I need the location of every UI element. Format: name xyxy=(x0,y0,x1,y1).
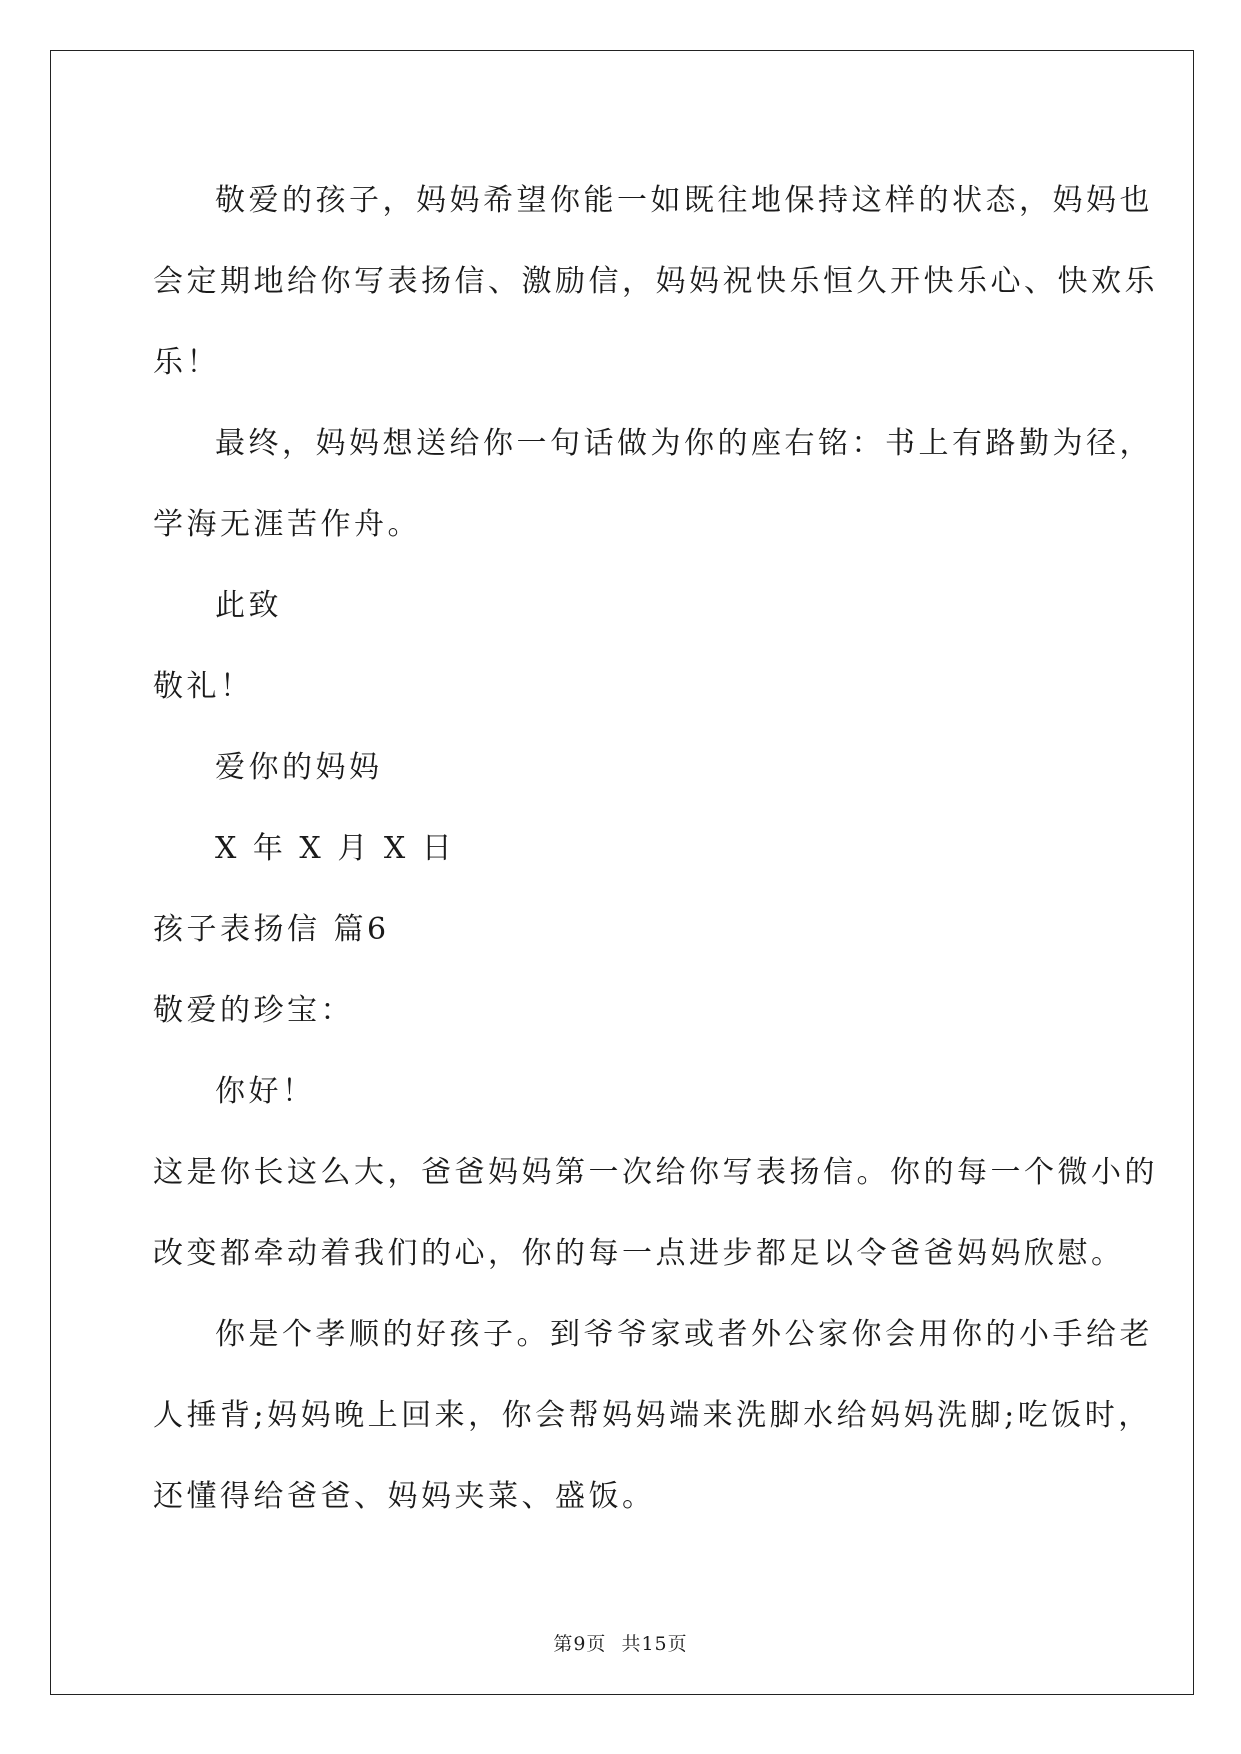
page-total: 共15页 xyxy=(621,1633,688,1655)
text-line: 改变都牵动着我们的心，你的每一点进步都足以令爸爸妈妈欣慰。 xyxy=(153,1236,1125,1271)
text-line: 乐！ xyxy=(153,345,220,380)
text-line: 学海无涯苦作舟。 xyxy=(153,507,421,542)
date-line: X 年 X 月 X 日 xyxy=(215,831,456,866)
text-line: 最终，妈妈想送给你一句话做为你的座右铭：书上有路勤为径， xyxy=(215,426,1153,461)
signature: 爱你的妈妈 xyxy=(215,750,383,785)
page-number: 第9页 xyxy=(553,1633,607,1655)
greeting: 敬爱的珍宝： xyxy=(153,993,354,1028)
text-line: 你是个孝顺的好孩子。到爷爷家或者外公家你会用你的小手给老 xyxy=(215,1317,1153,1352)
text-line: 人捶背;妈妈晚上回来，你会帮妈妈端来洗脚水给妈妈洗脚;吃饭时， xyxy=(153,1398,1152,1433)
text-line: 敬爱的孩子，妈妈希望你能一如既往地保持这样的状态，妈妈也 xyxy=(215,183,1153,218)
closing-respect: 敬礼！ xyxy=(153,669,254,704)
section-heading: 孩子表扬信 篇6 xyxy=(153,912,390,947)
page-footer xyxy=(0,1629,1241,1656)
text-line: 会定期地给你写表扬信、激励信，妈妈祝快乐恒久开快乐心、快欢乐 xyxy=(153,264,1158,299)
text-line: 还懂得给爸爸、妈妈夹菜、盛饭。 xyxy=(153,1479,656,1514)
closing-salutation: 此致 xyxy=(215,588,282,623)
letter-body xyxy=(153,160,1158,1537)
text-line: 这是你长这么大，爸爸妈妈第一次给你写表扬信。你的每一个微小的 xyxy=(153,1155,1158,1190)
hello-line: 你好！ xyxy=(215,1074,316,1109)
